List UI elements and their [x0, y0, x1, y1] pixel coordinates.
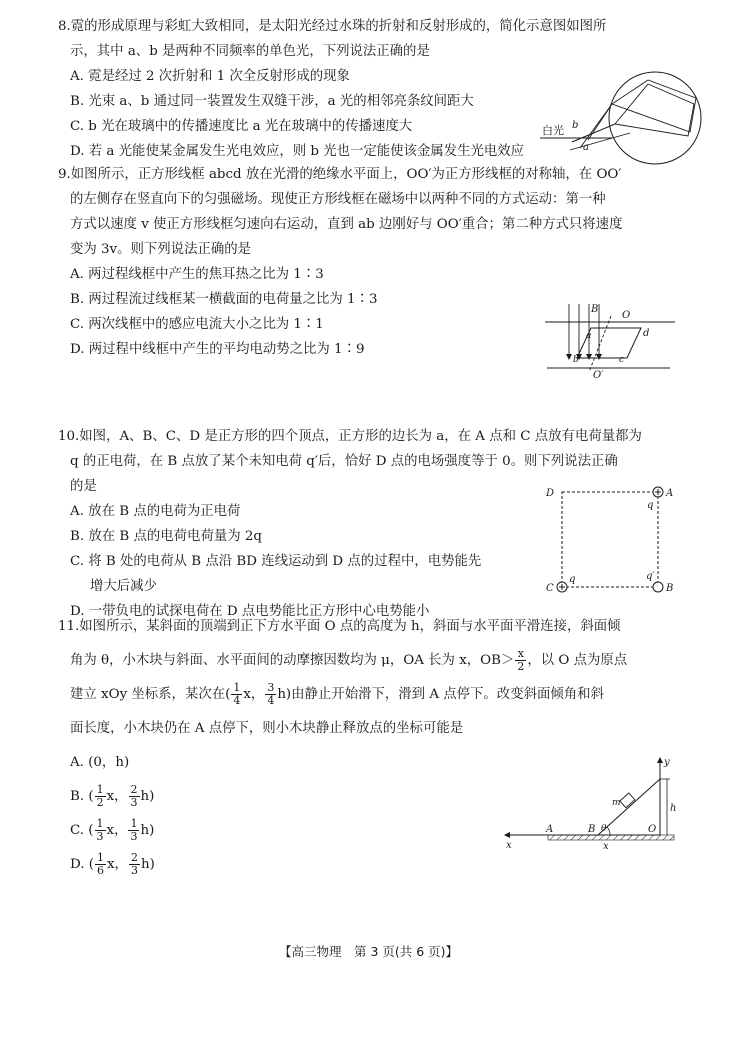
q11-fig-label-m: m	[612, 798, 621, 808]
q10-stem-line2: q 的正电荷，在 B 点放了某个未知电荷 q′后，恰好 D 点的电场强度等于 0。则下列说法正确	[70, 454, 618, 469]
q9-fig-label-O: O	[622, 310, 631, 321]
q11-fig-label-x-len: x	[603, 841, 609, 852]
q11-fig-label-O: O	[648, 824, 657, 835]
q11-figure-incline	[500, 755, 690, 855]
q11-fig-label-y: y	[664, 757, 670, 768]
q10-fig-label-qC: q	[569, 574, 576, 585]
q9-fig-label-d: d	[643, 328, 650, 339]
q9-option-c: C. 两次线框中的感应电流大小之比为 1∶1	[70, 317, 324, 332]
q9-option-b: B. 两过程流过线框某一横截面的电荷量之比为 1∶3	[70, 292, 378, 307]
q9-option-d: D. 两过程中线框中产生的平均电动势之比为 1∶9	[70, 342, 365, 357]
q11-option-c: C. ( $\frac{1}{3}$ x， $\frac{1}{3}$ h)	[70, 817, 155, 843]
q8-stem-line1: 8.霓的形成原理与彩虹大致相同，是太阳光经过水珠的折射和反射形成的，简化示意图如图所	[58, 19, 607, 34]
q9-fig-label-B: B	[591, 304, 599, 315]
q9-stem-line2: 的左侧存在竖直向下的匀强磁场。现使正方形线框在磁场中以两种不同的方式运动：第一种	[70, 192, 606, 207]
q8-fig-label-a: a	[583, 142, 589, 153]
q10-fig-label-qA: q	[647, 500, 654, 511]
q10-stem-line3: 的是	[70, 479, 97, 494]
q8-option-c: C. b 光在玻璃中的传播速度比 a 光在玻璃中的传播速度大	[70, 119, 413, 134]
q9-stem-line1: 9.如图所示，正方形线框 abcd 放在光滑的绝缘水平面上，OO′为正方形线框的对称轴，在 OO′	[58, 167, 622, 182]
q10-stem-line1: 10.如图，A、B、C、D 是正方形的四个顶点，正方形的边长为 a，在 A 点和 C 点放有电荷量都为	[58, 429, 642, 444]
q10-option-d: D. 一带负电的试探电荷在 D 点电势能比正方形中心电势能小	[70, 604, 430, 619]
q10-fig-label-B: B	[666, 583, 674, 594]
q11-stem-line3: 建立 xOy 坐标系，某次在( $\frac{1}{4}$ x， $\frac{3}{4}$ h)由静止开始滑下，滑到 A 点停下。改变斜面倾角和斜	[70, 681, 604, 707]
q11-option-b: B. ( $\frac{1}{2}$ x， $\frac{2}{3}$ h)	[70, 783, 155, 809]
q11-fig-label-B: B	[588, 824, 596, 835]
q9-fig-label-b: b	[573, 355, 579, 365]
q8-fig-label-white: 白光	[542, 124, 564, 137]
q9-fig-label-O-prime: O′	[593, 370, 604, 381]
q10-option-b: B. 放在 B 点的电荷电荷量为 2q	[70, 529, 262, 544]
q11-stem-line4: 面长度，小木块仍在 A 点停下，则小木块静止释放点的坐标可能是	[70, 721, 464, 736]
q9-figure-field	[545, 300, 680, 380]
q8-fig-label-b: b	[572, 120, 579, 131]
q8-stem-line2: 示，其中 a、b 是两种不同频率的单色光，下列说法正确的是	[70, 44, 430, 59]
q10-fig-label-D: D	[546, 488, 555, 499]
q8-figure-droplet	[540, 70, 710, 170]
q11-option-d: D. ( $\frac{1}{6}$ x， $\frac{2}{3}$ h)	[70, 851, 155, 877]
q11-option-a: A. (0，h)	[70, 755, 130, 770]
q8-option-b: B. 光束 a、b 通过同一装置发生双缝干涉，a 光的相邻亮条纹间距大	[70, 94, 474, 109]
q10-figure-square	[540, 480, 690, 600]
q11-stem-line2: 角为 θ，小木块与斜面、水平面间的动摩擦因数均为 μ，OA 长为 x，OB＞ $\frac{x}{2}$ ，以 O 点为原点	[70, 647, 628, 673]
q11-fig-label-theta: θ	[601, 824, 607, 834]
q9-option-a: A. 两过程线框中产生的焦耳热之比为 1∶3	[70, 267, 324, 282]
q10-option-c: C. 将 B 处的电荷从 B 点沿 BD 连线运动到 D 点的过程中，电势能先	[70, 554, 482, 569]
q9-stem-line3: 方式以速度 v 使正方形线框匀速向右运动，直到 ab 边刚好与 OO′重合；第二种方式只将速度	[70, 217, 623, 232]
q10-fig-label-C: C	[546, 583, 554, 594]
q10-fig-label-qB: q′	[646, 571, 655, 582]
q11-fig-label-A: A	[546, 824, 554, 835]
q10-option-a: A. 放在 B 点的电荷为正电荷	[70, 504, 241, 519]
q8-option-d: D. 若 a 光能使某金属发生光电效应，则 b 光也一定能使该金属发生光电效应	[70, 144, 525, 159]
q8-option-a: A. 霓是经过 2 次折射和 1 次全反射形成的现象	[70, 69, 350, 84]
q11-fig-label-h: h	[670, 803, 677, 814]
q10-option-c-cont: 增大后减少	[90, 579, 157, 594]
q10-fig-label-A: A	[666, 488, 674, 499]
q11-fig-label-x-axis: x	[506, 840, 512, 851]
q9-fig-label-c: c	[619, 355, 625, 365]
page-footer: 【高三物理 第 3 页(共 6 页)】	[278, 944, 459, 959]
q11-stem-line1: 11.如图所示，某斜面的顶端到正下方水平面 O 点的高度为 h，斜面与水平面平滑连接，斜面倾	[58, 619, 621, 634]
q9-stem-line4: 变为 3v。则下列说法正确的是	[70, 242, 252, 257]
q9-fig-label-a: a	[586, 331, 592, 341]
